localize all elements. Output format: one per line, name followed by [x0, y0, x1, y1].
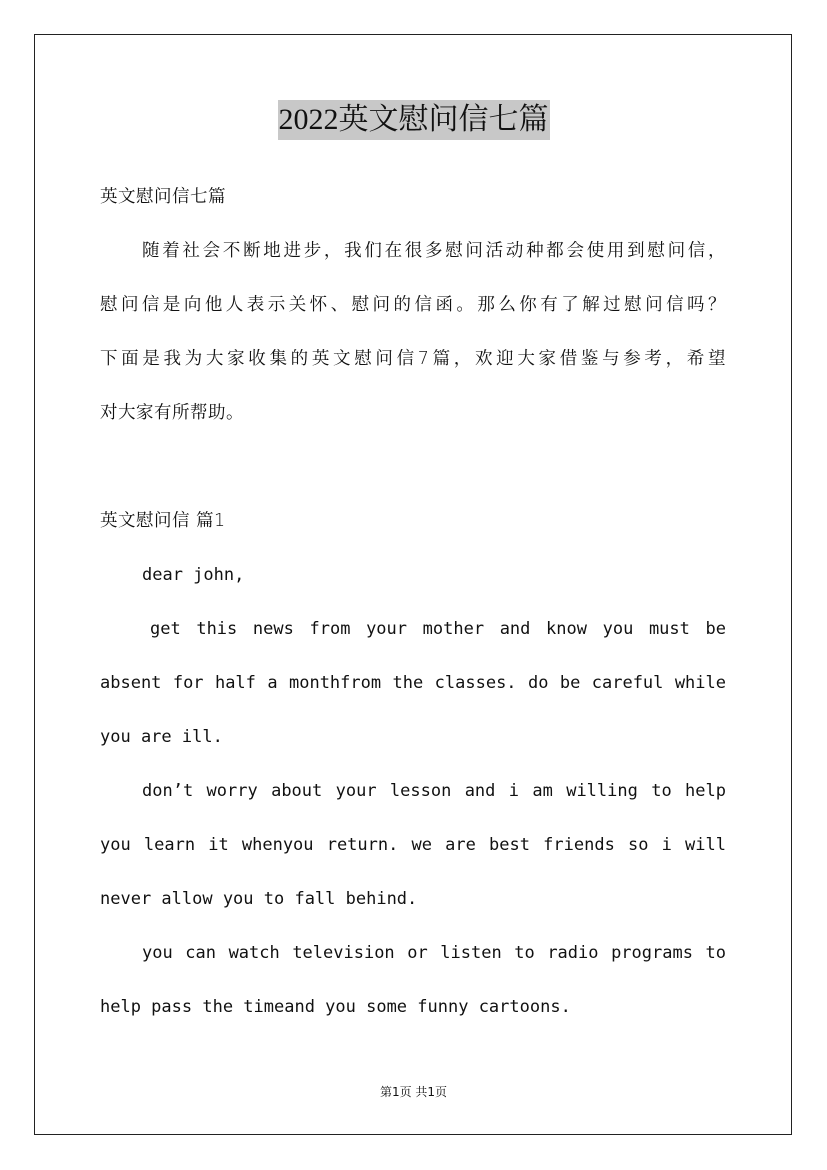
- page-footer: [0, 1083, 827, 1100]
- letter-paragraph-line: you are ill.: [100, 727, 223, 747]
- letter-paragraph-line: don’t worry about your lesson and i am willing to help: [142, 781, 726, 801]
- letter-paragraph-line: you can watch television or listen to radio programs to: [142, 943, 726, 963]
- letter-paragraph-line: you learn it whenyou return. we are best friends so i will: [100, 835, 726, 855]
- intro-line: 慰问信是向他人表示关怀、慰问的信函。那么你有了解过慰问信吗？: [100, 295, 726, 315]
- intro-line: 对大家有所帮助。: [100, 403, 244, 423]
- page-number: 第1页 共1页: [379, 1085, 448, 1099]
- section-heading: 英文慰问信 篇1: [100, 511, 226, 531]
- letter-paragraph-line: get this news from your mother and know you must be: [150, 619, 726, 639]
- title-wrapper: [0, 100, 827, 140]
- letter-paragraph-line: absent for half a monthfrom the classes. do be careful while: [100, 673, 726, 693]
- letter-paragraph-line: help pass the timeand you some funny cartoons.: [100, 997, 571, 1017]
- letter-paragraph-line: never allow you to fall behind.: [100, 889, 418, 909]
- letter-salutation: dear john,: [142, 565, 245, 585]
- intro-line: 随着社会不断地进步，我们在很多慰问活动种都会使用到慰问信，: [142, 241, 726, 261]
- document-subtitle: 英文慰问信七篇: [100, 187, 226, 207]
- intro-line: 下面是我为大家收集的英文慰问信7篇，欢迎大家借鉴与参考，希望: [100, 349, 726, 369]
- section-spacer: [100, 440, 726, 494]
- document-body: [100, 170, 726, 1034]
- document-title: 2022英文慰问信七篇: [278, 100, 550, 140]
